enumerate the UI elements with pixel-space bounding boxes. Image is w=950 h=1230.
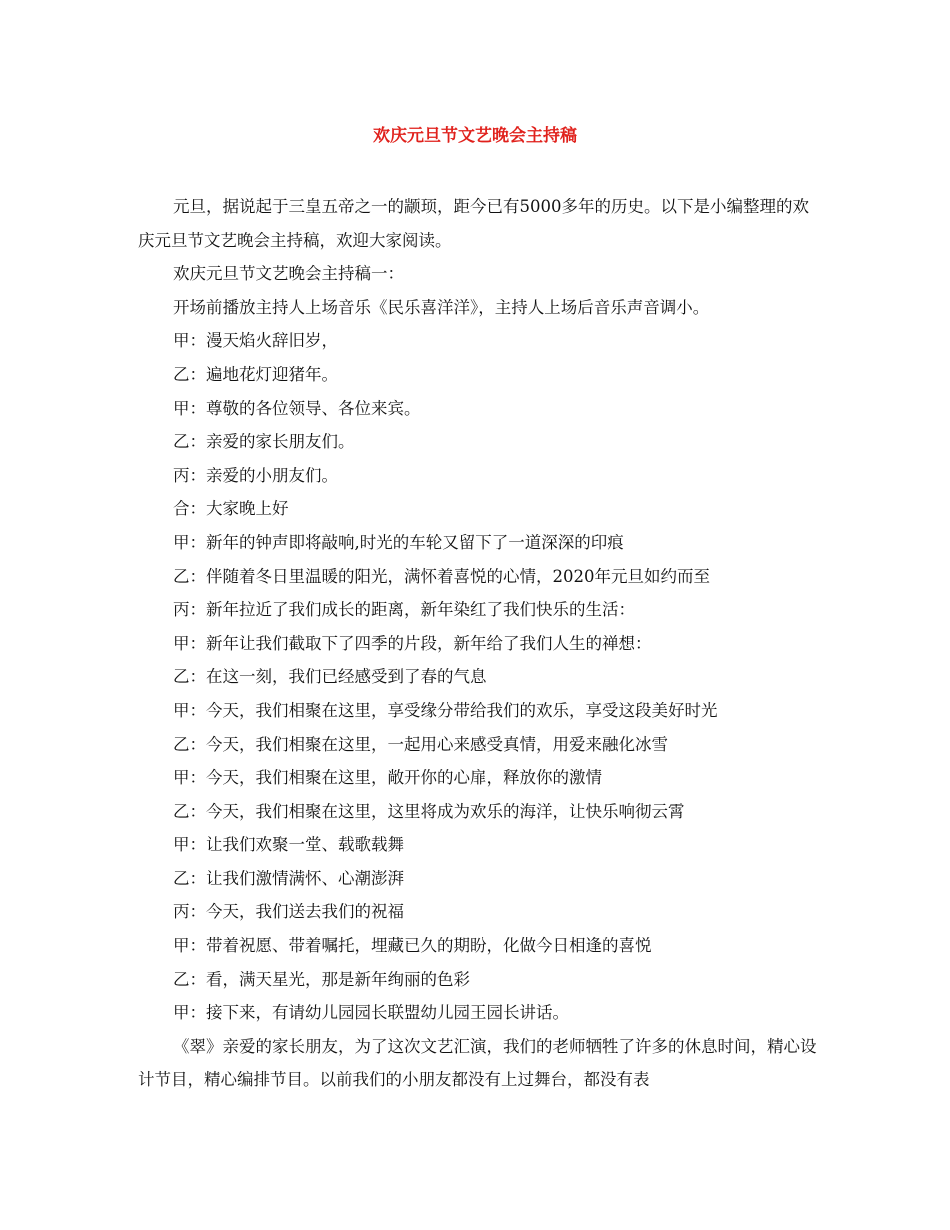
paragraph: 欢庆元旦节文艺晚会主持稿一：: [173, 264, 404, 284]
dialogue-line: 甲：新年的钟声即将敲响,时光的车轮又留下了一道深深的印痕: [173, 532, 624, 552]
dialogue-line: 甲：今天，我们相聚在这里，享受缘分带给我们的欢乐，享受这段美好时光: [173, 700, 718, 720]
dialogue-line: 丙：新年拉近了我们成长的距离，新年染红了我们快乐的生活：: [173, 600, 635, 620]
dialogue-line: 丙：亲爱的小朋友们。: [173, 465, 338, 485]
dialogue-line: 乙：在这一刻，我们已经感受到了春的气息: [173, 667, 487, 687]
dialogue-line: 乙：伴随着冬日里温暖的阳光，满怀着喜悦的心情，2020年元旦如约而至: [173, 566, 710, 586]
paragraph: 开场前播放主持人上场音乐《民乐喜洋洋》，主持人上场后音乐声音调小。: [173, 297, 710, 317]
dialogue-line: 甲：漫天焰火辞旧岁，: [173, 331, 338, 351]
dialogue-line: 合：大家晚上好: [173, 499, 289, 519]
document-body: [138, 190, 820, 1097]
dialogue-line: 乙：今天，我们相聚在这里，一起用心来感受真情，用爱来融化冰雪: [173, 734, 668, 754]
dialogue-line: 乙：看，满天星光，那是新年绚丽的色彩: [173, 969, 470, 989]
dialogue-line: 乙：亲爱的家长朋友们。: [173, 432, 355, 452]
paragraph: 元旦，据说起于三皇五帝之一的颛顼，距今已有5000多年的历史。以下是小编整理的欢庆元旦节文艺晚会主持稿，欢迎大家阅读。: [138, 197, 809, 250]
dialogue-line: 甲：带着祝愿、带着嘱托，埋藏已久的期盼，化做今日相逢的喜悦: [173, 936, 652, 956]
dialogue-line: 丙：今天，我们送去我们的祝福: [173, 902, 404, 922]
dialogue-line: 甲：今天，我们相聚在这里，敞开你的心扉，释放你的激情: [173, 768, 602, 788]
document-title: 欢庆元旦节文艺晚会主持稿: [373, 126, 577, 146]
paragraph: 《翠》亲爱的家长朋友，为了这次文艺汇演，我们的老师牺牲了许多的休息时间，精心设计节目，精心编排节目。以前我们的小朋友都没有上过舞台，都没有表: [138, 1036, 817, 1090]
dialogue-line: 乙：今天，我们相聚在这里，这里将成为欢乐的海洋，让快乐响彻云霄: [173, 801, 685, 821]
dialogue-line: 甲：尊敬的各位领导、各位来宾。: [173, 398, 421, 418]
dialogue-line: 乙：让我们激情满怀、心潮澎湃: [173, 868, 404, 888]
dialogue-line: 乙：遍地花灯迎猪年。: [173, 364, 338, 384]
dialogue-line: 甲：新年让我们截取下了四季的片段，新年给了我们人生的禅想：: [173, 633, 652, 653]
dialogue-line: 甲：接下来，有请幼儿园园长联盟幼儿园王园长讲话。: [173, 1003, 569, 1023]
dialogue-line: 甲：让我们欢聚一堂、载歌载舞: [173, 835, 404, 855]
